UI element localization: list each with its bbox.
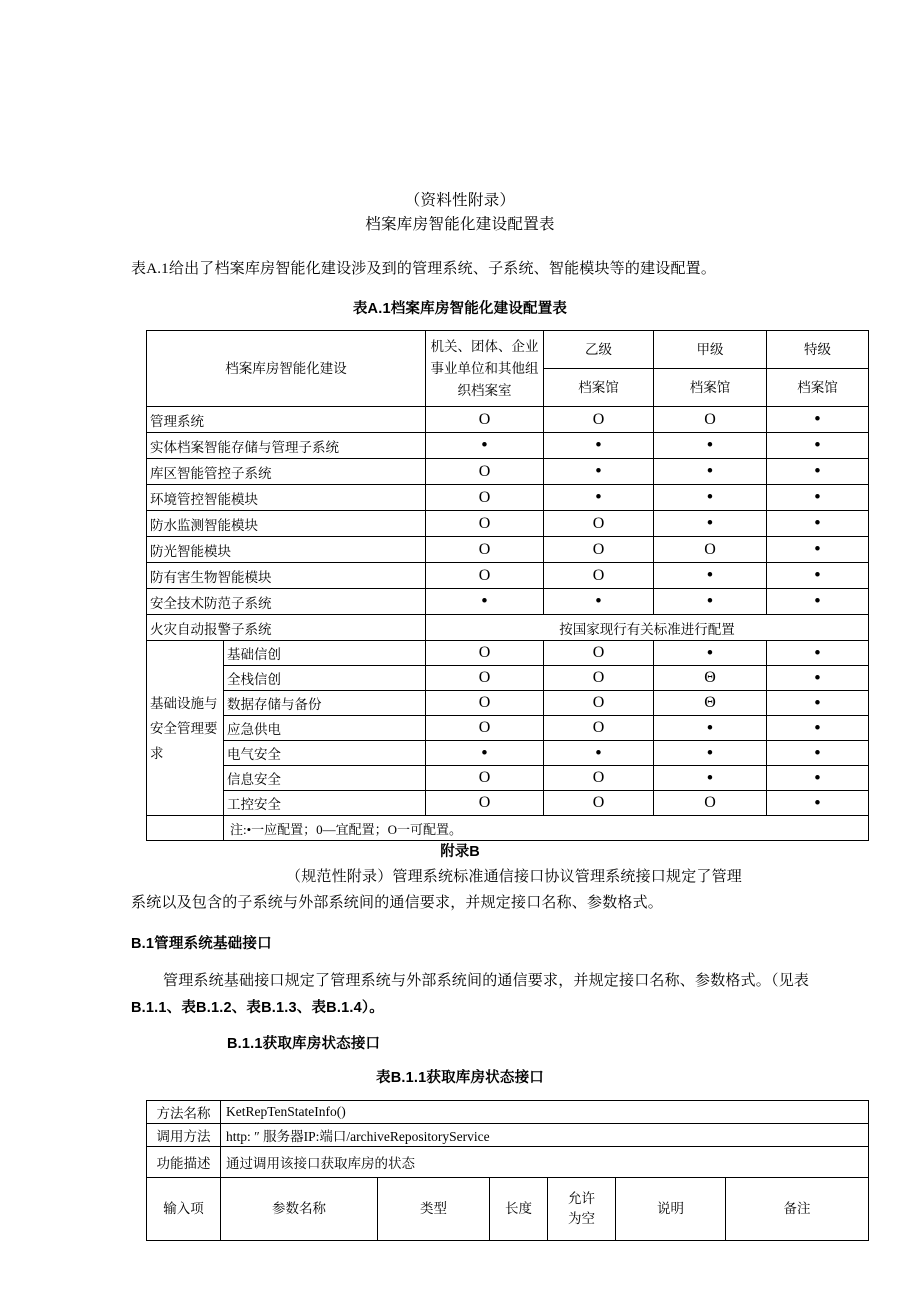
cell-qiye: O bbox=[426, 563, 544, 589]
cell-qiye: O bbox=[426, 666, 544, 691]
cell-te: • bbox=[767, 459, 869, 485]
row-label: 环境管控智能模块 bbox=[147, 485, 426, 511]
table-row-fire-alarm bbox=[147, 615, 869, 641]
cell-jia: • bbox=[654, 741, 767, 766]
cell-jia: O bbox=[654, 407, 767, 433]
cell-yi: • bbox=[544, 589, 654, 615]
appendix-b-intro-line-1: （规范性附录）管理系统标准通信接口协议管理系统接口规定了管理 bbox=[286, 869, 743, 885]
table-row bbox=[147, 716, 869, 741]
cell-jia: • bbox=[654, 433, 767, 459]
table-row bbox=[147, 407, 869, 433]
cell-jia: • bbox=[654, 589, 767, 615]
table-row bbox=[147, 537, 869, 563]
appendix-a-title: 档案库房智能化建设配置表 bbox=[365, 216, 555, 233]
col-header-input-item: 输入项 bbox=[147, 1178, 221, 1241]
row-value: KetRepTenStateInfo() bbox=[221, 1101, 869, 1124]
cell-qiye: O bbox=[426, 766, 544, 791]
row-label: 防有害生物智能模块 bbox=[147, 563, 426, 589]
table-a1-header-row-label: 档案库房智能化建设 bbox=[147, 331, 426, 407]
table-a1-header-row-1 bbox=[147, 331, 869, 369]
appendix-b-intro-line-2: 系统以及包含的子系统与外部系统间的通信要求，并规定接口名称、参数格式。 bbox=[131, 895, 664, 911]
row-value: http: ″ 服务器IP:端口/archiveRepositoryService bbox=[221, 1124, 869, 1147]
cell-jia: Θ bbox=[654, 691, 767, 716]
cell-yi: • bbox=[544, 433, 654, 459]
cell-fire-alarm-value: 按国家现行有关标准进行配置 bbox=[426, 615, 869, 641]
col-header-allow-empty-line-1: 允许 bbox=[568, 1191, 595, 1206]
row-value: 通过调用该接口获取库房的状态 bbox=[221, 1147, 869, 1178]
cell-qiye: O bbox=[426, 791, 544, 816]
cell-te: • bbox=[767, 589, 869, 615]
cell-te: • bbox=[767, 666, 869, 691]
table-row bbox=[147, 791, 869, 816]
cell-jia: Θ bbox=[654, 666, 767, 691]
cell-te: • bbox=[767, 537, 869, 563]
cell-jia: • bbox=[654, 459, 767, 485]
table-a1-header-col-jia-bottom: 档案馆 bbox=[654, 369, 767, 407]
cell-te: • bbox=[767, 511, 869, 537]
row-label: 管理系统 bbox=[147, 407, 426, 433]
cell-qiye: • bbox=[426, 589, 544, 615]
note-left-spacer bbox=[147, 816, 224, 841]
row-label: 工控安全 bbox=[224, 791, 426, 816]
row-label: 防水监测智能模块 bbox=[147, 511, 426, 537]
cell-te: • bbox=[767, 485, 869, 511]
cell-yi: O bbox=[544, 537, 654, 563]
table-b11-row-invoke-method bbox=[147, 1124, 869, 1147]
table-b11-caption: 表B.1.1获取库房状态接口 bbox=[376, 1070, 544, 1086]
cell-qiye: O bbox=[426, 691, 544, 716]
table-row bbox=[147, 485, 869, 511]
col-header-allow-empty-line-2: 为空 bbox=[568, 1211, 595, 1226]
cell-yi: O bbox=[544, 691, 654, 716]
cell-qiye: O bbox=[426, 716, 544, 741]
cell-qiye: O bbox=[426, 641, 544, 666]
row-label: 信息安全 bbox=[224, 766, 426, 791]
table-a1-header-col-yi-bottom: 档案馆 bbox=[544, 369, 654, 407]
table-a1-header-col-te-bottom: 档案馆 bbox=[767, 369, 869, 407]
row-label: 电气安全 bbox=[224, 741, 426, 766]
cell-te: • bbox=[767, 563, 869, 589]
table-a1-note: 注:•一应配置；0—宜配置；O一可配置。 bbox=[224, 816, 869, 841]
table-row bbox=[147, 641, 869, 666]
cell-yi: O bbox=[544, 666, 654, 691]
section-b1-heading: B.1管理系统基础接口 bbox=[131, 936, 272, 952]
table-a1 bbox=[146, 330, 869, 841]
cell-qiye: • bbox=[426, 433, 544, 459]
cell-qiye: O bbox=[426, 511, 544, 537]
row-label: 基础信创 bbox=[224, 641, 426, 666]
appendix-a-intro: 表A.1给出了档案库房智能化建设涉及到的管理系统、子系统、智能模块等的建设配置。 bbox=[131, 261, 717, 277]
cell-te: • bbox=[767, 716, 869, 741]
cell-yi: O bbox=[544, 641, 654, 666]
row-label: 全栈信创 bbox=[224, 666, 426, 691]
cell-jia: • bbox=[654, 511, 767, 537]
row-label: 库区智能管控子系统 bbox=[147, 459, 426, 485]
row-label: 功能描述 bbox=[147, 1147, 221, 1178]
cell-jia: • bbox=[654, 766, 767, 791]
cell-jia: • bbox=[654, 563, 767, 589]
cell-yi: O bbox=[544, 563, 654, 589]
appendix-a-kind: （资料性附录） bbox=[404, 192, 516, 209]
cell-yi: O bbox=[544, 766, 654, 791]
table-a1-header-col-te-top: 特级 bbox=[767, 331, 869, 369]
cell-te: • bbox=[767, 766, 869, 791]
cell-jia: O bbox=[654, 791, 767, 816]
table-row bbox=[147, 459, 869, 485]
cell-yi: • bbox=[544, 741, 654, 766]
col-header-allow-empty bbox=[548, 1178, 616, 1241]
row-label: 安全技术防范子系统 bbox=[147, 589, 426, 615]
table-b11-column-header-row bbox=[147, 1178, 869, 1241]
row-label: 防光智能模块 bbox=[147, 537, 426, 563]
table-row bbox=[147, 766, 869, 791]
col-header-remark: 备注 bbox=[726, 1178, 869, 1241]
cell-te: • bbox=[767, 691, 869, 716]
table-row bbox=[147, 589, 869, 615]
cell-jia: O bbox=[654, 537, 767, 563]
cell-te: • bbox=[767, 741, 869, 766]
cell-yi: • bbox=[544, 485, 654, 511]
table-row bbox=[147, 741, 869, 766]
cell-te: • bbox=[767, 641, 869, 666]
table-a1-header-col-qiye: 机关、团体、企业事业单位和其他组织档案室 bbox=[426, 331, 544, 407]
cell-yi: • bbox=[544, 459, 654, 485]
table-a1-note-row bbox=[147, 816, 869, 841]
row-label: 应急供电 bbox=[224, 716, 426, 741]
table-row bbox=[147, 666, 869, 691]
col-header-type: 类型 bbox=[378, 1178, 490, 1241]
cell-jia: • bbox=[654, 716, 767, 741]
cell-te: • bbox=[767, 791, 869, 816]
cell-qiye: • bbox=[426, 741, 544, 766]
row-label: 实体档案智能存储与管理子系统 bbox=[147, 433, 426, 459]
cell-yi: O bbox=[544, 511, 654, 537]
row-label: 方法名称 bbox=[147, 1101, 221, 1124]
col-header-explanation: 说明 bbox=[616, 1178, 726, 1241]
table-row bbox=[147, 511, 869, 537]
section-b1-paragraph-line-1: 管理系统基础接口规定了管理系统与外部系统间的通信要求，并规定接口名称、参数格式。（见表 bbox=[163, 973, 810, 989]
section-b11-heading: B.1.1获取库房状态接口 bbox=[227, 1036, 381, 1052]
cell-te: • bbox=[767, 433, 869, 459]
cell-te: • bbox=[767, 407, 869, 433]
cell-yi: O bbox=[544, 716, 654, 741]
cell-yi: O bbox=[544, 791, 654, 816]
cell-jia: • bbox=[654, 485, 767, 511]
table-row bbox=[147, 433, 869, 459]
infra-group-label: 基础设施与安全管理要求 bbox=[147, 641, 224, 816]
table-a1-caption: 表A.1档案库房智能化建设配置表 bbox=[352, 301, 568, 317]
section-b1-paragraph-line-2: B.1.1、表B.1.2、表B.1.3、表B.1.4）。 bbox=[131, 1000, 384, 1016]
col-header-length: 长度 bbox=[490, 1178, 548, 1241]
cell-qiye: O bbox=[426, 537, 544, 563]
table-b11 bbox=[146, 1100, 869, 1241]
table-a1-header-col-yi-top: 乙级 bbox=[544, 331, 654, 369]
table-b11-row-method-name bbox=[147, 1101, 869, 1124]
cell-qiye: O bbox=[426, 485, 544, 511]
appendix-b-kind: 附录B bbox=[440, 844, 480, 860]
table-b11-row-description bbox=[147, 1147, 869, 1178]
row-label: 数据存储与备份 bbox=[224, 691, 426, 716]
table-a1-header-col-jia-top: 甲级 bbox=[654, 331, 767, 369]
col-header-param-name: 参数名称 bbox=[221, 1178, 378, 1241]
row-label: 火灾自动报警子系统 bbox=[147, 615, 426, 641]
table-row bbox=[147, 563, 869, 589]
cell-qiye: O bbox=[426, 459, 544, 485]
cell-yi: O bbox=[544, 407, 654, 433]
table-row bbox=[147, 691, 869, 716]
cell-jia: • bbox=[654, 641, 767, 666]
cell-qiye: O bbox=[426, 407, 544, 433]
row-label: 调用方法 bbox=[147, 1124, 221, 1147]
